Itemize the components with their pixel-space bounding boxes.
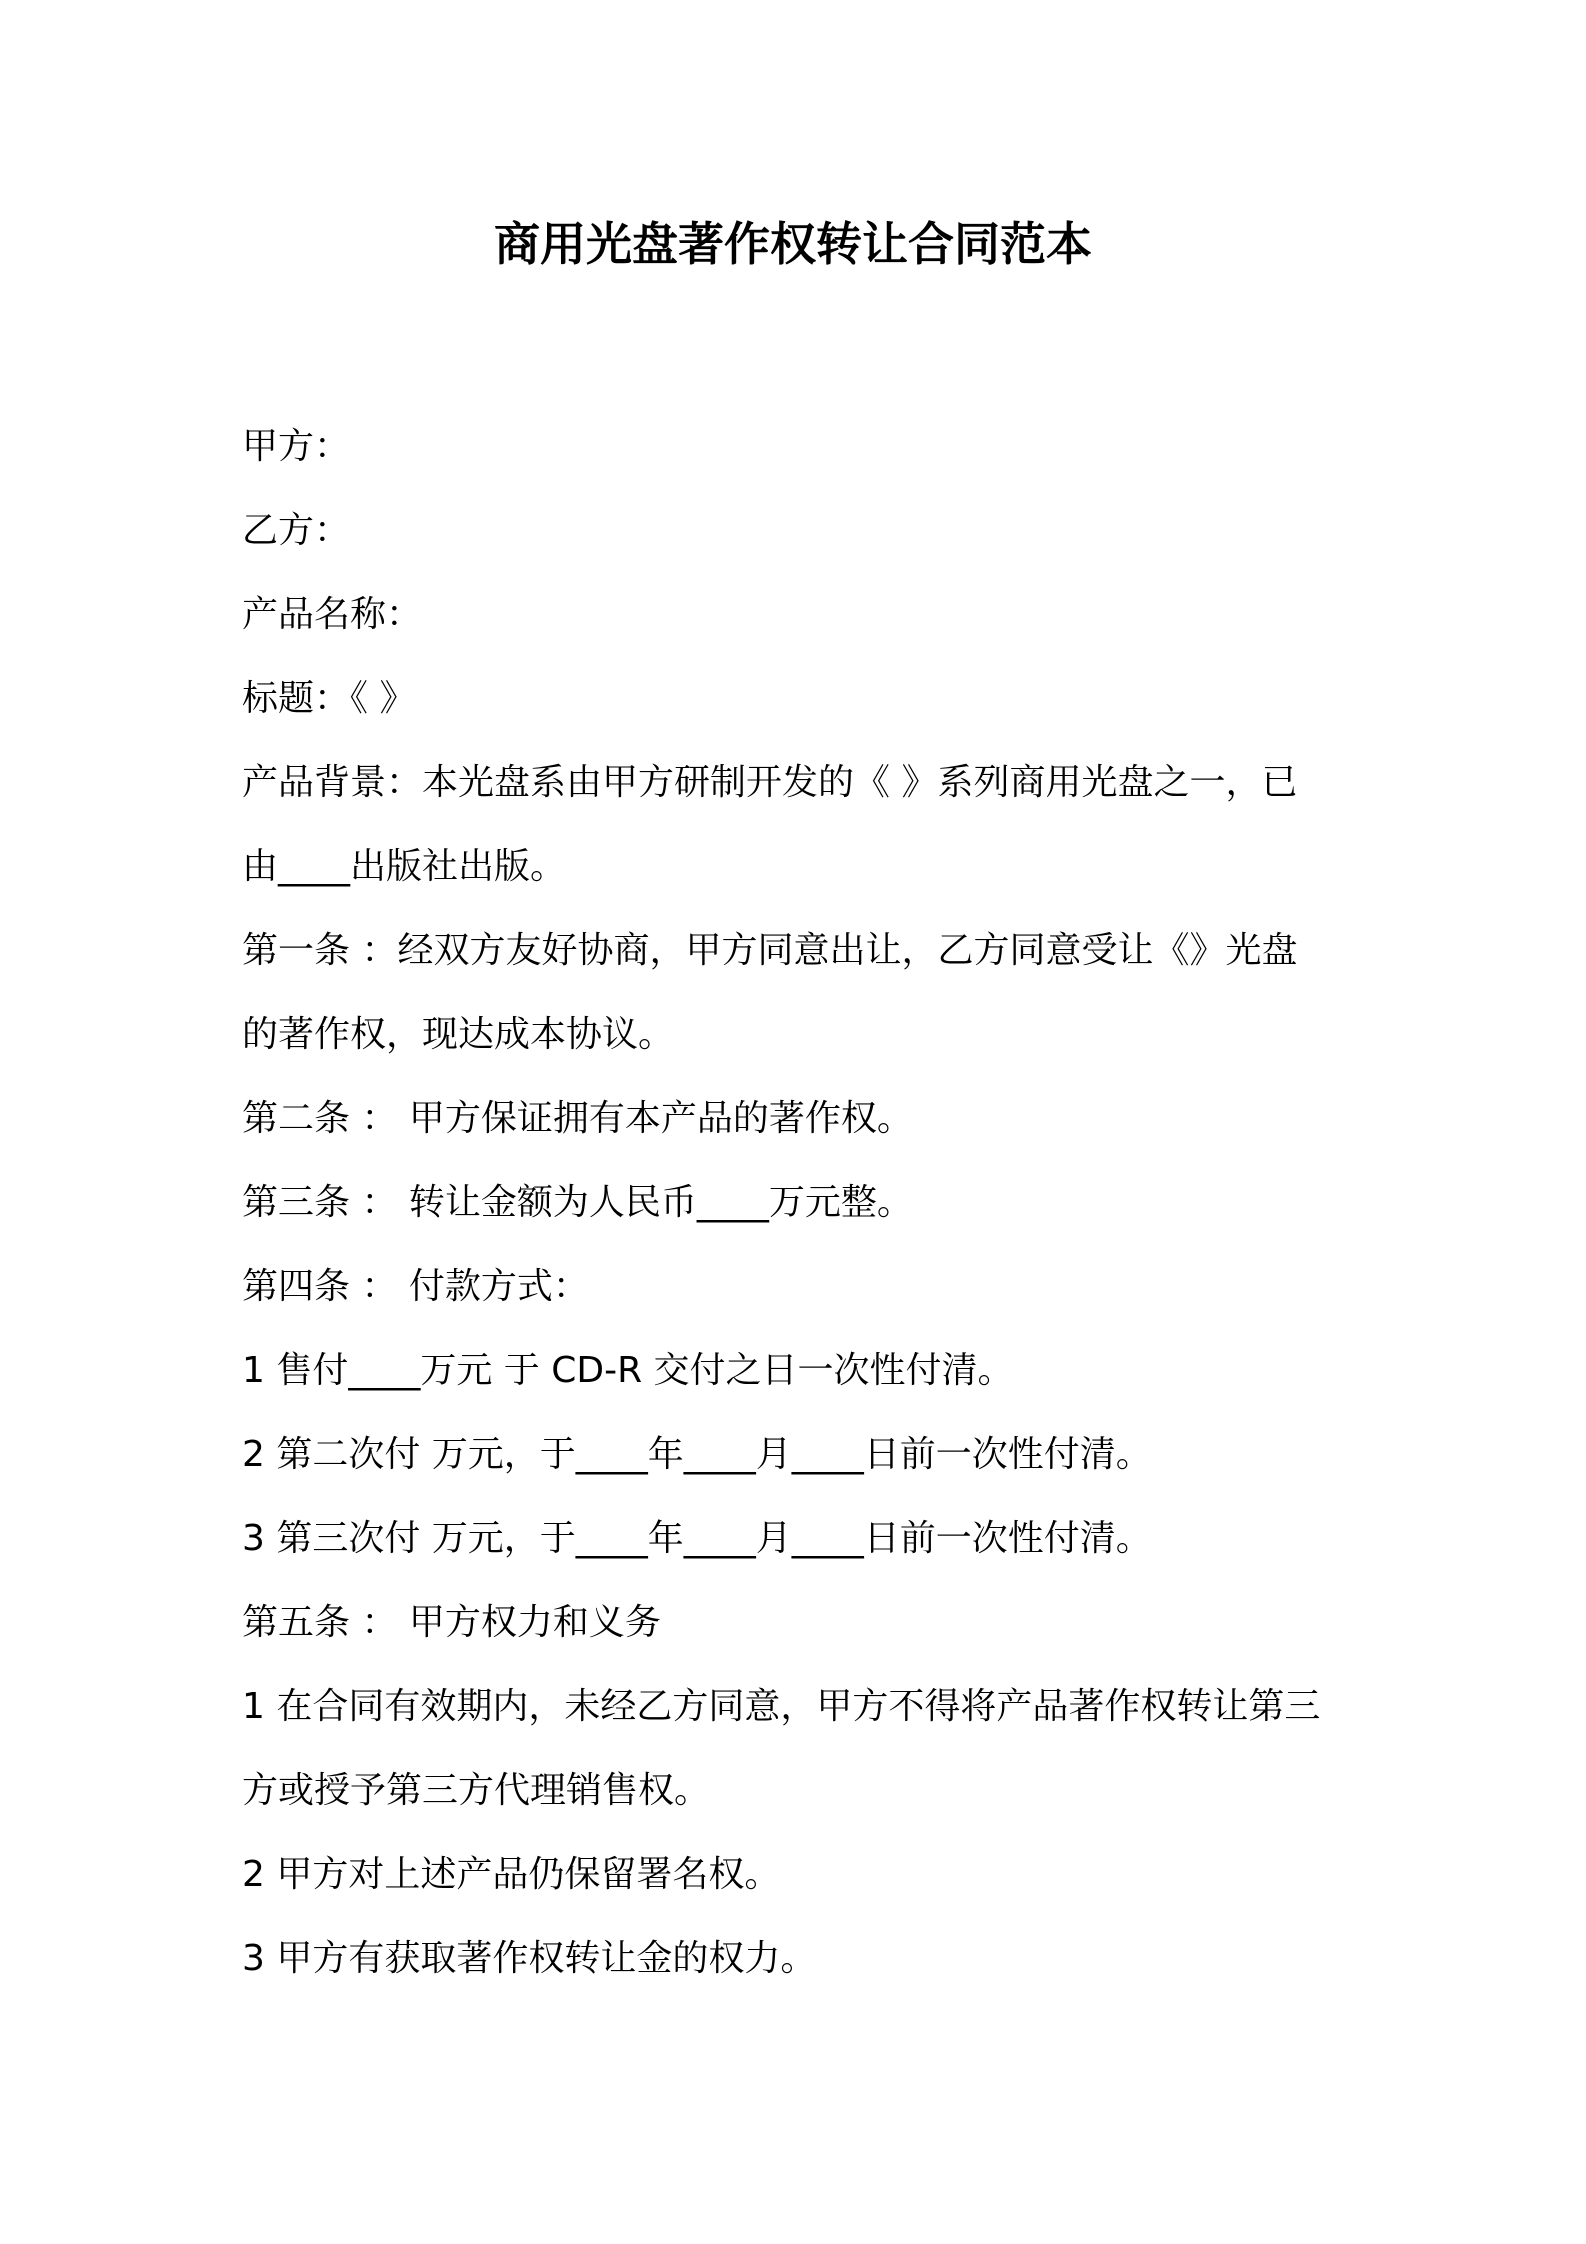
party-b-line: 乙方： xyxy=(242,510,351,551)
payment-item-2: 2 第二次付 万元，于____年____月____日前一次性付清。 xyxy=(242,1434,1152,1475)
article-1-line: 第一条 ：经双方友好协商，甲方同意出让，乙方同意受让《》光盘 xyxy=(242,930,1298,971)
document-body xyxy=(242,405,1362,2001)
rights-item-2: 2 甲方对上述产品仍保留署名权。 xyxy=(242,1854,781,1895)
product-background-line: 产品背景：本光盘系由甲方研制开发的《 》系列商用光盘之一，已 xyxy=(242,762,1298,803)
party-a-line: 甲方： xyxy=(242,426,351,467)
article-2-line: 第二条 ： 甲方保证拥有本产品的著作权。 xyxy=(242,1098,913,1139)
article-1-line-continued: 的著作权，现达成本协议。 xyxy=(242,1014,675,1055)
product-background-line-continued: 由____出版社出版。 xyxy=(242,846,567,887)
article-5-line: 第五条 ： 甲方权力和义务 xyxy=(242,1602,661,1643)
article-3-line: 第三条 ： 转让金额为人民币____万元整。 xyxy=(242,1182,913,1223)
title-line: 标题：《 》 xyxy=(242,678,416,719)
payment-item-1: 1 售付____万元 于 CD-R 交付之日一次性付清。 xyxy=(242,1350,1014,1391)
rights-item-3: 3 甲方有获取著作权转让金的权力。 xyxy=(242,1938,817,1979)
document-title: 商用光盘著作权转让合同范本 xyxy=(494,217,1092,271)
product-name-line: 产品名称： xyxy=(242,594,423,635)
payment-item-3: 3 第三次付 万元，于____年____月____日前一次性付清。 xyxy=(242,1518,1152,1559)
rights-item-1-continued: 方或授予第三方代理销售权。 xyxy=(242,1770,711,1811)
rights-item-1: 1 在合同有效期内，未经乙方同意，甲方不得将产品著作权转让第三 xyxy=(242,1686,1321,1727)
article-4-line: 第四条 ： 付款方式： xyxy=(242,1266,589,1307)
